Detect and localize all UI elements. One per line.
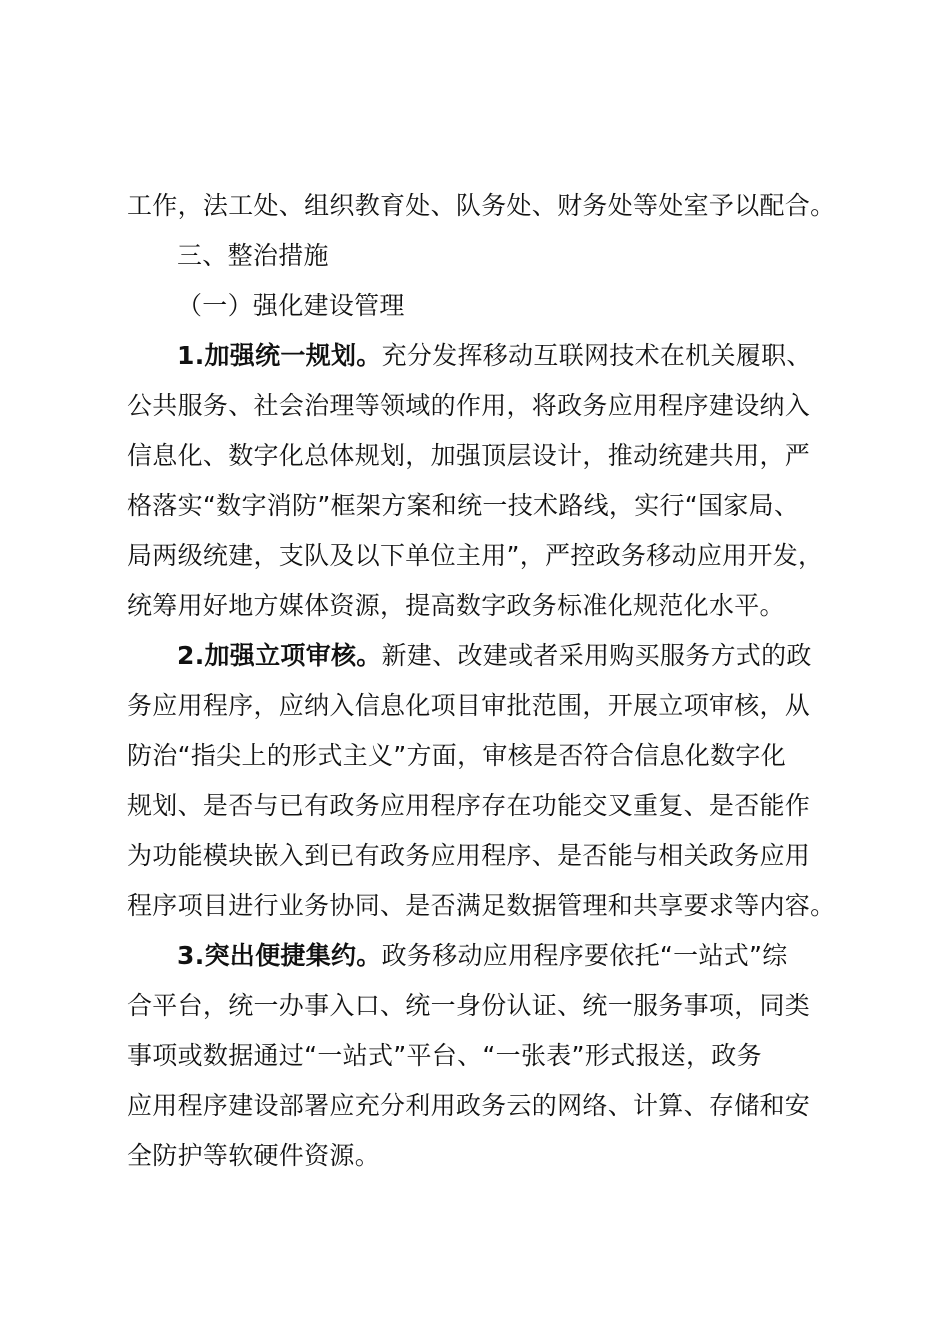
paragraph-line: 事项或数据通过“一站式”平台、“一张表”形式报送，政务 — [127, 1041, 762, 1070]
paragraph-line: 防治“指尖上的形式主义”方面，审核是否符合信息化数字化 — [127, 741, 787, 770]
paragraph-text: 政务移动应用程序要依托“一站式”综 — [381, 941, 788, 970]
paragraph-line: 公共服务、社会治理等领域的作用，将政务应用程序建设纳入 — [127, 391, 811, 420]
section-heading: 三、整治措施 — [177, 241, 329, 270]
paragraph-line: 工作，法工处、组织教育处、队务处、财务处等处室予以配合。 — [127, 191, 836, 220]
paragraph-line: 务应用程序，应纳入信息化项目审批范围，开展立项审核，从 — [127, 691, 811, 720]
paragraph-line: 为功能模块嵌入到已有政务应用程序、是否能与相关政务应用 — [127, 841, 811, 870]
paragraph-line: 应用程序建设部署应充分利用政务云的网络、计算、存储和安 — [127, 1091, 811, 1120]
paragraph-line: 格落实“数字消防”框架方案和统一技术路线，实行“国家局、 — [127, 491, 800, 520]
item-heading: 3.突出便捷集约。 — [177, 941, 382, 970]
paragraph-line: 局两级统建，支队及以下单位主用”，严控政务移动应用开发， — [127, 541, 824, 570]
subsection-heading: （一）强化建设管理 — [177, 291, 405, 320]
paragraph-line — [177, 338, 812, 374]
paragraph-text: 新建、改建或者采用购买服务方式的政 — [381, 641, 812, 670]
paragraph-line: 合平台，统一办事入口、统一身份认证、统一服务事项，同类 — [127, 991, 811, 1020]
paragraph-line: 统筹用好地方媒体资源，提高数字政务标准化规范化水平。 — [127, 591, 785, 620]
item-heading: 2.加强立项审核。 — [177, 641, 382, 670]
paragraph-text: 充分发挥移动互联网技术在机关履职、 — [381, 341, 812, 370]
paragraph-line — [177, 638, 812, 674]
paragraph-line: 程序项目进行业务协同、是否满足数据管理和共享要求等内容。 — [127, 891, 836, 920]
item-heading: 1.加强统一规划。 — [177, 341, 382, 370]
paragraph-line: 信息化、数字化总体规划，加强顶层设计，推动统建共用，严 — [127, 441, 811, 470]
paragraph-line — [177, 938, 788, 974]
paragraph-line: 全防护等软硬件资源。 — [127, 1141, 381, 1170]
paragraph-line: 规划、是否与已有政务应用程序存在功能交叉重复、是否能作 — [127, 791, 811, 820]
